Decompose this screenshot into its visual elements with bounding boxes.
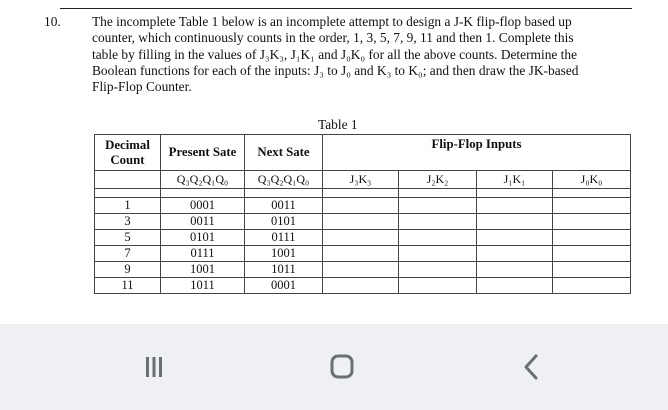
cell-next: 0111 bbox=[245, 230, 323, 246]
cell-j0k0[interactable] bbox=[553, 278, 631, 294]
header-decimal-count: Decimal Count bbox=[95, 135, 161, 171]
question-text bbox=[44, 14, 636, 95]
cell-j2k2[interactable] bbox=[399, 278, 477, 294]
gap-cell bbox=[553, 189, 631, 198]
table-caption: Table 1 bbox=[318, 117, 358, 132]
header-next-state: Next Sate bbox=[245, 135, 323, 171]
cell-j3k3[interactable] bbox=[323, 198, 399, 214]
gap-cell bbox=[245, 189, 323, 198]
cell-decimal: 11 bbox=[95, 278, 161, 294]
cell-next: 1001 bbox=[245, 246, 323, 262]
cell-decimal: 5 bbox=[95, 230, 161, 246]
subheader-present-bits: Q₃Q₂Q₁Q₀ bbox=[161, 171, 245, 189]
home-icon bbox=[327, 353, 357, 381]
cell-present: 0111 bbox=[161, 246, 245, 262]
gap-cell bbox=[323, 189, 399, 198]
cell-decimal: 9 bbox=[95, 262, 161, 278]
subheader-j2k2: J₂K₂ bbox=[399, 171, 477, 189]
question-line-5: Flip-Flop Counter. bbox=[92, 79, 192, 95]
cell-j1k1[interactable] bbox=[477, 230, 553, 246]
cell-present: 0011 bbox=[161, 214, 245, 230]
cell-present: 0001 bbox=[161, 198, 245, 214]
cell-present: 1011 bbox=[161, 278, 245, 294]
cell-j2k2[interactable] bbox=[399, 246, 477, 262]
table-row bbox=[95, 214, 631, 230]
cell-j0k0[interactable] bbox=[553, 198, 631, 214]
cell-next: 0001 bbox=[245, 278, 323, 294]
gap-cell bbox=[161, 189, 245, 198]
cell-j3k3[interactable] bbox=[323, 278, 399, 294]
android-navigation-bar bbox=[0, 324, 668, 410]
cell-j1k1[interactable] bbox=[477, 246, 553, 262]
flip-flop-table bbox=[94, 134, 631, 294]
cell-j2k2[interactable] bbox=[399, 230, 477, 246]
cell-next: 0101 bbox=[245, 214, 323, 230]
recent-apps-icon bbox=[140, 355, 168, 379]
question-number: 10. bbox=[44, 14, 61, 29]
header-present-state: Present Sate bbox=[161, 135, 245, 171]
cell-decimal: 1 bbox=[95, 198, 161, 214]
question-line-1: 10. The incomplete Table 1 below is an incomplete attempt to design a J-K flip-flop based up bbox=[44, 14, 572, 29]
top-divider bbox=[60, 8, 632, 9]
recent-apps-button[interactable] bbox=[134, 352, 174, 382]
cell-j0k0[interactable] bbox=[553, 246, 631, 262]
back-icon bbox=[518, 353, 546, 381]
cell-j3k3[interactable] bbox=[323, 230, 399, 246]
cell-present: 1001 bbox=[161, 262, 245, 278]
gap-cell bbox=[95, 189, 161, 198]
gap-cell bbox=[477, 189, 553, 198]
table-row bbox=[95, 246, 631, 262]
table-row bbox=[95, 230, 631, 246]
cell-decimal: 3 bbox=[95, 214, 161, 230]
table-row bbox=[95, 262, 631, 278]
table-row bbox=[95, 278, 631, 294]
cell-j3k3[interactable] bbox=[323, 246, 399, 262]
back-button[interactable] bbox=[512, 352, 552, 382]
cell-j2k2[interactable] bbox=[399, 262, 477, 278]
cell-j2k2[interactable] bbox=[399, 214, 477, 230]
cell-j0k0[interactable] bbox=[553, 230, 631, 246]
question-line-4: Boolean functions for each of the inputs: J₃ to J₀ and K₃ to K₀; and then draw the JK-based bbox=[92, 62, 579, 78]
subheader-j0k0: J₀K₀ bbox=[553, 171, 631, 189]
cell-j1k1[interactable] bbox=[477, 262, 553, 278]
subheader-j1k1: J₁K₁ bbox=[477, 171, 553, 189]
cell-j2k2[interactable] bbox=[399, 198, 477, 214]
cell-j0k0[interactable] bbox=[553, 262, 631, 278]
subheader-decimal-empty bbox=[95, 171, 161, 189]
cell-next: 0011 bbox=[245, 198, 323, 214]
cell-j3k3[interactable] bbox=[323, 262, 399, 278]
subheader-j3k3: J₃K₃ bbox=[323, 171, 399, 189]
subheader-next-bits: Q₃Q₂Q₁Q₀ bbox=[245, 171, 323, 189]
header-flip-flop-inputs: Flip-Flop Inputs bbox=[323, 135, 631, 171]
question-line-2: counter, which continuously counts in the order, 1, 3, 5, 7, 9, 11 and then 1. Complete this bbox=[92, 30, 574, 46]
cell-j3k3[interactable] bbox=[323, 214, 399, 230]
cell-decimal: 7 bbox=[95, 246, 161, 262]
cell-present: 0101 bbox=[161, 230, 245, 246]
home-button[interactable] bbox=[322, 352, 362, 382]
cell-j0k0[interactable] bbox=[553, 214, 631, 230]
cell-j1k1[interactable] bbox=[477, 278, 553, 294]
cell-next: 1011 bbox=[245, 262, 323, 278]
table-row bbox=[95, 198, 631, 214]
cell-j1k1[interactable] bbox=[477, 198, 553, 214]
cell-j1k1[interactable] bbox=[477, 214, 553, 230]
gap-cell bbox=[399, 189, 477, 198]
question-line-3: table by filling in the values of J₃K₃, J₁K₁ and J₀K₀ for all the above counts. Determine the bbox=[92, 46, 578, 62]
